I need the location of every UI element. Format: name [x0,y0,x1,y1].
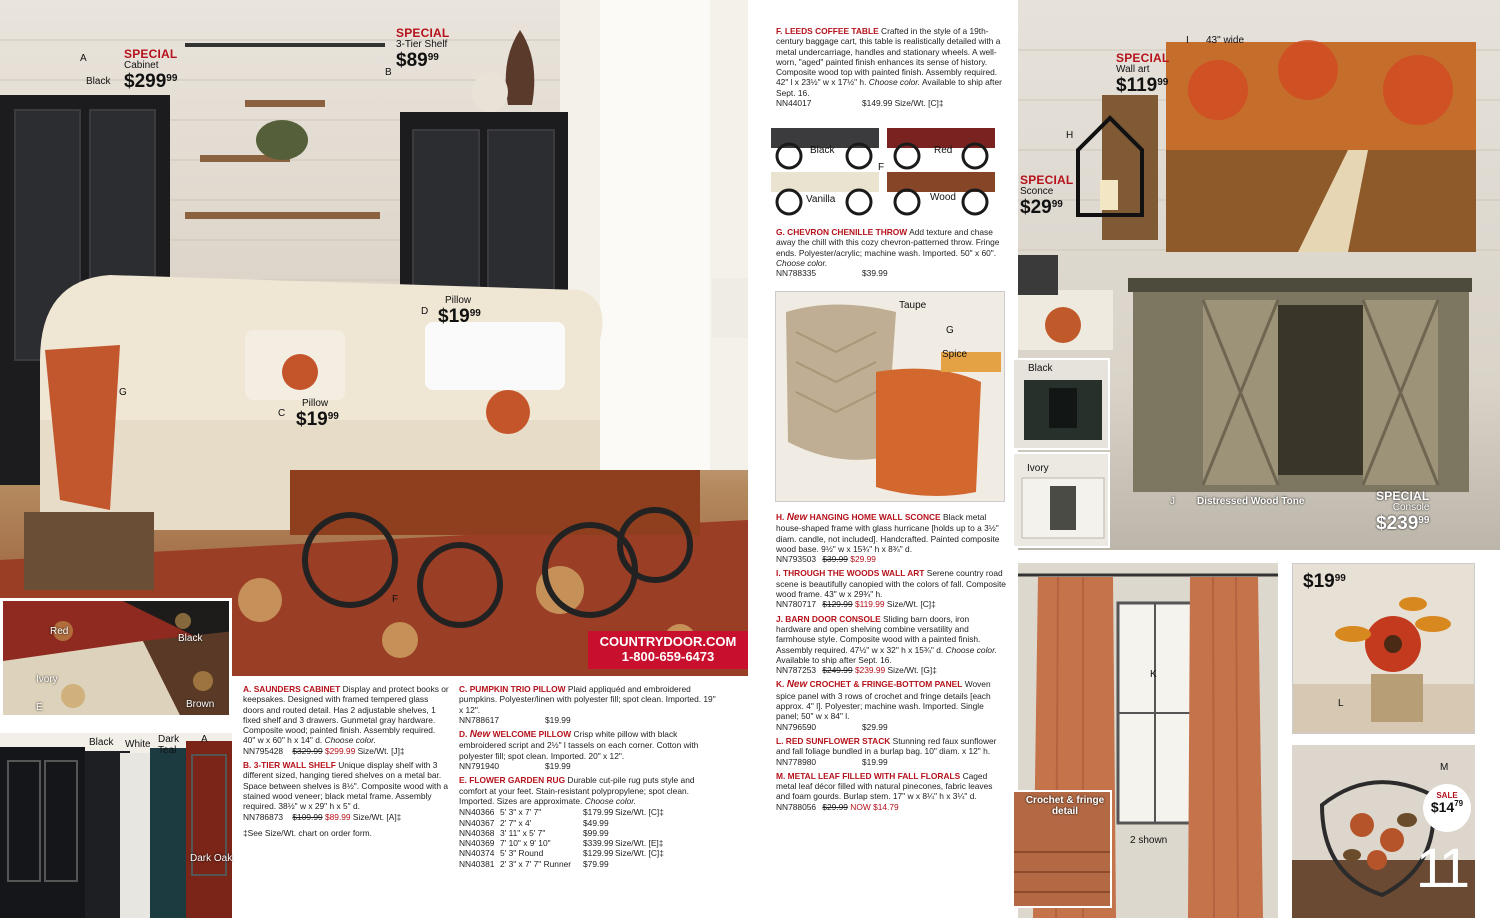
copy-b-body: Unique display shelf with 3 different sized, hanging tiered shelves on a metal bar. Space between shelves is 8½". Composite wood with a stained wood veneer; black metal frame. Assembly required. 38½" w x 29" h x 5" d. [243,760,449,812]
price-tag-c [296,398,339,429]
tag-dollars: $29 [1020,197,1052,218]
price-tag-d [438,295,481,326]
copy-b-new-price: $89.99 [324,811,351,822]
tag-cents: 99 [1418,515,1430,526]
rug-price: $129.99 [583,848,614,859]
price-tag-j [1376,490,1429,533]
rug-price: $79.99 [583,858,609,869]
rug-size: 5' 3" x 7' 7" [500,807,542,818]
copy-f-ship: Available to ship after Sept. 16. [776,77,1002,98]
special-label: SPECIAL [1020,173,1074,187]
rug-sizewt [615,828,685,838]
copy-h-new-price: $29.99 [850,554,876,565]
copy-f-choose: Choose color. [868,77,921,88]
price-tag-a [124,48,177,91]
rug-size: 2' 3" x 7' 7" Runner [500,858,572,869]
letter-a-inset: A [201,734,208,745]
copy-j-ship: Available to ship after Sept. 16. [776,654,892,665]
copy-m-sku: NN788056 [776,801,817,812]
rug-row [459,838,721,848]
copy-h-old-price: $39.99 [822,554,848,565]
copy-j-sku: NN787253 [776,665,817,676]
living-room-photo [0,0,748,676]
cabinet-white-label: White [125,739,151,750]
crochet-detail-label: Crochet & fringe detail [1025,795,1105,817]
copy-g [776,227,1006,278]
letter-f-table: F [878,162,885,173]
sale-dollars: $14 [1430,799,1455,815]
letter-e: E [36,702,43,713]
copy-i-sku: NN780717 [776,599,817,610]
copy-l-body: Stunning red faux sunflower and fall foliage bundled in a burlap bag. 10" diam. x 12" h. [776,735,997,757]
rug-sku: NN40366 [459,807,495,818]
rug-sizewt: Size/Wt. [C]‡ [615,807,664,818]
rug-sizewt [615,818,685,828]
copy-a-sku: NN795428 [243,745,284,756]
copy-a [243,684,449,756]
copy-d [459,729,721,771]
copy-g-choose: Choose color. [776,257,828,268]
rug-size: 5' 3" Round [500,848,544,859]
rug-price: $339.99 [583,838,614,849]
copy-a-sizewt: Size/Wt. [J]‡ [357,745,405,756]
copy-e-head: E. FLOWER GARDEN RUG [459,775,566,786]
tag-name: Pillow [445,295,472,306]
copy-c-price: $19.99 [545,714,571,725]
throw-taupe-label: Taupe [899,300,927,311]
tag-dollars: $19 [1303,571,1335,592]
copy-i [776,568,1006,609]
copy-f [776,26,1006,108]
copy-f-price: $149.99 [862,98,893,109]
copy-b-sku: NN786873 [243,811,284,822]
copy-j-head: J. BARN DOOR CONSOLE [776,613,881,624]
copy-l-head: L. RED SUNFLOWER STACK [776,735,891,746]
table-wood-label: Wood [930,192,956,203]
special-label: SPECIAL [396,26,450,40]
rug-sku: NN40367 [459,817,495,828]
throw-photo [775,291,1005,502]
letter-c: C [278,408,286,419]
copy-h-sku: NN793503 [776,554,817,565]
copy-e-body: Durable cut-pile rug puts style and comfort at your feet. Stain-resistant polypropylene; spot clean. Imported. Sizes are approximate. [459,775,695,806]
page-number: 11 [1415,836,1466,899]
cabinet-darkteal-label: Dark Teal [158,734,180,756]
cabinet-colors-photo [0,733,232,918]
letter-b: B [385,67,392,78]
special-label: SPECIAL [1376,489,1430,503]
sale-cents: 79 [1454,799,1464,808]
copy-h-head: HANGING HOME WALL SCONCE [809,512,941,522]
rug-black-label: Black [178,633,203,644]
copy-k-head: CROCHET & FRINGE-BOTTOM PANEL [809,679,963,690]
living-room-illustration [0,0,748,676]
copy-j-new-price: $239.99 [854,665,886,676]
copy-g-sku: NN788335 [776,268,817,279]
copy-m-old-price: $29.99 [822,801,848,812]
copy-m-body: Caged metal leaf décor filled with natural pinecones, fabric leaves and foam gourds. Burlap stem. 17" w x 8¼" h x 3¼" d. [776,770,993,802]
console-black-label: Black [1028,363,1053,374]
throw-spice-label: Spice [942,349,968,360]
two-shown-label: 2 shown [1130,835,1168,846]
letter-k: K [1150,669,1157,680]
copy-l-price: $19.99 [862,756,888,767]
rug-ivory-label: Ivory [36,674,58,685]
rug-size-table [459,807,721,869]
copy-d-head: WELCOME PILLOW [492,729,572,740]
copy-e [459,775,721,806]
tag-dollars: $239 [1376,513,1419,534]
copy-k-price: $29.99 [862,721,888,732]
letter-g: G [119,387,127,398]
tag-dollars: $119 [1116,75,1158,96]
table-black-label: Black [810,145,835,156]
rug-row [459,807,721,817]
copy-j-old-price: $249.99 [822,665,853,676]
tag-name: Cabinet [124,60,159,71]
copy-a-new-price: $299.99 [324,745,356,756]
letter-f: F [392,594,399,605]
rug-sku: NN40374 [459,848,495,859]
phone-number: 1-800-659-6473 [621,649,715,664]
tag-name: Sconce [1020,186,1054,197]
copy-b-old-price: $109.99 [292,811,323,822]
rug-size: 3' 11" x 5' 7" [500,827,546,838]
product-copy-ab [243,684,449,842]
rug-brown-label: Brown [186,699,215,710]
price-tag-i [1116,52,1169,95]
copy-a-choose: Choose color. [324,735,376,746]
copy-d-body: Crisp white pillow with black embroidered script and 2½" l tassels on each corner. Cotton with polyester fill; spot clean. Imported. 20" x 12". [459,729,699,761]
copy-a-head: A. SAUNDERS CABINET [243,684,341,694]
letter-g-throw: G [946,325,954,336]
rug-sizewt: Size/Wt. [C]‡ [615,848,664,859]
wall-art-width-label: 43" wide [1206,35,1245,46]
tag-name: Pillow [302,398,329,409]
tag-dollars: $299 [124,71,167,92]
price-tag-b [396,27,449,70]
special-label: SPECIAL [124,47,178,61]
copy-j-sizewt: Size/Wt. [G]‡ [887,665,937,676]
tag-dollars: $19 [296,409,328,430]
copy-h-body: Black metal house-shaped frame with glass hurricane [holds up to a 3½" diam. candle, not included]. Handcrafted. Painted composite wood base. 9½" w x 15¾" h x 8¾" d. [776,512,1000,554]
copy-k [776,679,1006,731]
table-colors-illustration [767,122,1007,220]
product-copy-cde [459,684,721,869]
copy-d-new: New [469,729,491,741]
copy-footnote: ‡See Size/Wt. chart on order form. [243,827,372,838]
throw-illustration [776,292,1005,502]
copy-i-sizewt: Size/Wt. [C]‡ [886,599,936,610]
copy-a-old-price: $329.99 [292,745,323,756]
tag-cents: 99 [469,308,481,319]
tag-cents: 99 [427,52,439,63]
letter-i: I [1186,35,1189,46]
letter-a: A [80,53,87,64]
letter-l: L [1338,698,1344,709]
special-label: SPECIAL [1116,51,1170,65]
table-red-label: Red [934,145,953,156]
countrydoor-banner[interactable] [588,631,748,669]
console-black-photo [1012,358,1110,450]
label-black-cabinet: Black [86,76,111,87]
copy-m [776,771,1006,812]
copy-c-sku: NN788617 [459,714,500,725]
rug-row [459,848,721,858]
copy-g-price: $39.99 [862,268,888,279]
console-ivory-label: Ivory [1027,463,1049,474]
copy-f-body: Crafted in the style of a 19th-century baggage cart, this table is realistically detailed with a metal undercarriage, handles and stationary wheels. A well-worn, "aged" painted finish enhances its sense of history. Composite wood top with painted finish. Assembly required. 42" l x 23½" w x 17½" h. [776,26,1001,88]
rug-red-label: Red [50,626,69,637]
rug-row [459,818,721,828]
copy-h [776,512,1006,564]
copy-b [243,760,449,822]
tag-cents: 99 [1157,77,1169,88]
copy-k-body: Woven spice panel with 3 rows of crochet and fringe details [each approx. 4" l]. Polyester; machine wash. Imported. Single panel; 50" w x 84" l. [776,679,991,722]
copy-k-new: New [786,679,808,691]
copy-b-head: B. 3-TIER WALL SHELF [243,760,336,771]
copy-a-body: Display and protect books or keepsakes. Designed with framed tempered glass doors and routed detail. Has 2 adjustable shelves, 1 fixed shelf and 3 drawers. Gunmetal gray hardware. Composite wood; painted finish. Assembly required. 40" w x 60" h x 14" d. [243,684,449,746]
rug-sizewt [615,859,685,869]
tag-dollars: $19 [438,306,470,327]
rug-price: $179.99 [583,807,614,818]
website-url[interactable]: COUNTRYDOOR.COM [599,634,737,649]
tag-name: 3-Tier Shelf [396,39,448,50]
copy-c-head: C. PUMPKIN TRIO PILLOW [459,684,566,694]
copy-b-sizewt: Size/Wt. [A]‡ [352,811,402,822]
copy-m-now-price: NOW $14.79 [850,801,899,812]
copy-h-new: New [786,512,808,523]
copy-h-prefix: H. [776,512,785,522]
product-copy-f [776,26,1006,112]
cabinet-darkoak-label: Dark Oak [190,853,233,864]
copy-e-choose: Choose color. [584,795,637,806]
copy-i-body: Serene country road scene is beautifully canopied with the colors of fall. Composite wood frame. 43" w x 29¾" h. [776,568,1006,600]
copy-f-head: F. LEEDS COFFEE TABLE [776,26,879,36]
copy-l-sku: NN778980 [776,756,817,767]
product-copy-hijklm [776,512,1006,816]
sale-badge [1423,784,1471,832]
copy-j [776,614,1006,676]
rug-row [459,859,721,869]
tag-dollars: $89 [396,50,428,71]
copy-f-sku: NN44017 [776,98,812,109]
rug-price: $49.99 [583,817,609,828]
tag-cents: 99 [166,73,178,84]
copy-c [459,684,721,725]
sale-label: SALE [1436,791,1458,800]
rug-size: 2' 7" x 4' [500,817,532,828]
copy-i-old-price: $129.99 [822,599,853,610]
distressed-label: Distressed Wood Tone [1197,496,1305,507]
copy-i-new-price: $119.99 [854,599,885,610]
rug-price: $99.99 [583,827,609,838]
tag-cents: 99 [1334,573,1346,584]
cabinet-black-label: Black [89,737,114,748]
copy-m-head: M. METAL LEAF FILLED WITH FALL FLORALS [776,770,961,781]
cabinet-colors-illustration [0,733,232,918]
rug-sku: NN40381 [459,858,495,869]
letter-d: D [421,306,429,317]
table-colors-photo [767,122,1007,220]
letter-m: M [1440,762,1449,773]
copy-k-sku: NN796590 [776,721,817,732]
letter-j: J [1170,496,1175,507]
copy-d-prefix: D. [459,729,468,740]
copy-f-sizewt: Size/Wt. [C]‡ [894,98,944,109]
copy-j-body: Sliding barn doors, iron hardware and open shelving combine versatility and farmhouse style. Composite wood with a painted finish. Assembly required. 47½" w x 32" h x 15¾" d. [776,613,981,655]
copy-d-price: $19.99 [545,761,571,772]
copy-j-choose: Choose color. [945,644,997,655]
copy-g-head: G. CHEVRON CHENILLE THROW [776,227,908,237]
copy-c-body: Plaid appliquéd and embroidered pumpkins. Polyester/linen with polyester fill; spot clean. Imported. 19" x 12". [459,684,716,715]
tag-name: Wall art [1116,64,1150,75]
rug-size: 7' 10" x 9' 10" [500,838,551,849]
tag-cents: 99 [1051,199,1063,210]
table-vanilla-label: Vanilla [806,194,836,205]
tag-name: Console [1392,502,1430,513]
rug-row [459,828,721,838]
price-tag-l [1303,572,1346,591]
copy-l [776,736,1006,767]
rug-sizewt: Size/Wt. [E]‡ [615,838,664,849]
rug-sku: NN40369 [459,838,495,849]
price-tag-h [1020,174,1073,217]
rug-sku: NN40368 [459,827,495,838]
copy-g-body: Add texture and chase away the chill with this cozy chevron-patterned throw. Fringe ends. Polyester/acrylic; machine wash. Imported. 50" x 60". [776,227,1000,258]
tag-cents: 99 [327,411,339,422]
copy-i-head: I. THROUGH THE WOODS WALL ART [776,568,925,579]
copy-k-prefix: K. [776,679,785,690]
letter-h: H [1066,130,1074,141]
copy-d-sku: NN791940 [459,761,500,772]
product-copy-g [776,227,1006,282]
